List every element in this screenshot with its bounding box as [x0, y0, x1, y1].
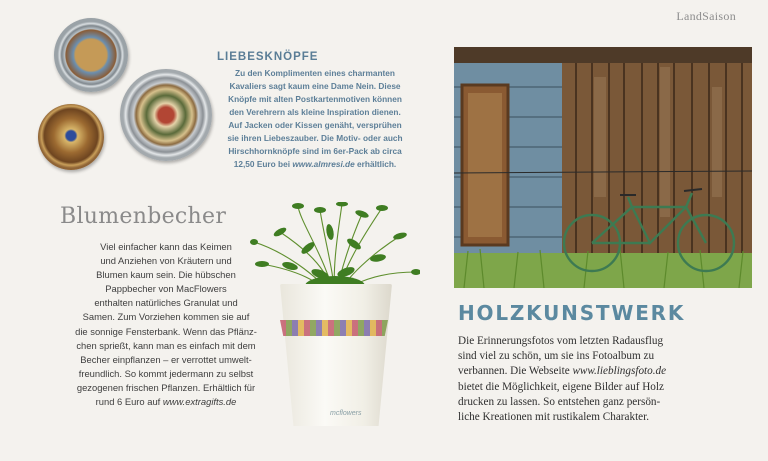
cup-flower-band — [280, 320, 388, 336]
liebesknoepfe-line: den Verehrern als kleine Inspiration dienen. — [229, 107, 401, 117]
almresi-link[interactable]: www.almresi.de — [292, 159, 355, 169]
liebesknoepfe-body — [215, 67, 415, 171]
blumenbecher-line: Becher einpflanzen – er verrottet umwelt- — [80, 353, 252, 365]
blumenbecher-body — [60, 240, 272, 409]
blumenbecher-line: gezogenen frischen Pflanzen. Erhältlich für — [76, 381, 256, 393]
blumenbecher-line — [60, 395, 272, 409]
barn-bicycle-photo — [454, 47, 752, 288]
liebesknoepfe-line: sie ihren Liebeszauber. Die Motiv- oder auch — [227, 133, 403, 143]
blumenbecher-line: Samen. Zum Vorziehen kommen sie auf — [82, 311, 250, 323]
blumenbecher-line: und Anziehen von Kräutern und — [100, 255, 232, 267]
holzkunstwerk-line: liche Kreationen mit rustikalem Charakter. — [458, 411, 650, 424]
holzkunstwerk-line — [458, 364, 748, 379]
blumenbecher-line: Blumen kaum sein. Die hübschen — [96, 269, 236, 281]
liebesknoepfe-line — [215, 158, 415, 171]
blumenbecher-line: enthalten natürliches Granulat und — [94, 297, 238, 309]
barn-bicycle-image — [454, 47, 752, 288]
holzkunstwerk-body — [458, 334, 748, 425]
liebesknoepfe-line: Hirschhornknöpfe sind im 6er-Pack ab circa — [228, 146, 402, 156]
blumenbecher-line: chen sprießt, kann man es einfach mit dem — [76, 339, 256, 351]
holzkunstwerk-text: verbannen. Die Webseite — [458, 365, 573, 378]
blumenbecher-title: Blumenbecher — [60, 204, 227, 229]
blumenbecher-price-text: rund 6 Euro auf — [95, 396, 163, 408]
postcard-button-image-large — [120, 69, 212, 161]
liebesknoepfe-article — [215, 51, 415, 171]
blumenbecher-line: Pappbecher von MacFlowers — [105, 283, 227, 295]
liebesknoepfe-end-text: erhältlich. — [354, 159, 397, 169]
liebesknoepfe-line: Knöpfe mit alten Postkartenmotiven können — [228, 94, 402, 104]
magazine-brand: LandSaison — [676, 9, 736, 23]
lieblingsfoto-link[interactable]: www.lieblingsfoto.de — [572, 365, 667, 378]
extragifts-link[interactable]: www.extragifts.de — [162, 396, 237, 408]
blumenbecher-line: freundlich. So kommt jedermann zu selbst — [78, 367, 254, 379]
blumenbecher-line: die sonnige Fensterbank. Wenn das Pflänz- — [75, 325, 257, 337]
buttons-photo — [38, 12, 218, 172]
paper-cup — [280, 284, 392, 426]
horn-button-image — [38, 104, 104, 170]
blumenbecher-line: Viel einfacher kann das Keimen — [100, 241, 232, 252]
cup-brand-label: mcflowers — [330, 410, 362, 417]
holzkunstwerk-title: HOLZKUNSTWERK — [458, 301, 686, 325]
liebesknoepfe-line: Kavaliers sagt kaum eine Dame Nein. Diese — [229, 81, 401, 91]
liebesknoepfe-price-text: 12,50 Euro bei — [233, 159, 293, 169]
holzkunstwerk-line: sind viel zu schön, um sie ins Fotoalbum zu — [458, 350, 655, 363]
postcard-button-image — [54, 18, 128, 92]
liebesknoepfe-line: Zu den Komplimenten eines charmanten — [235, 68, 395, 78]
liebesknoepfe-title: LIEBESKNÖPFE — [217, 51, 319, 63]
sprout-cup-photo — [244, 202, 424, 434]
holzkunstwerk-line: bietet die Möglichkeit, eigene Bilder auf Holz — [458, 380, 664, 393]
liebesknoepfe-line: Auf Jacken oder Kissen genäht, versprühen — [228, 120, 402, 130]
holzkunstwerk-line: Die Erinnerungsfotos vom letzten Radausflug — [458, 335, 664, 347]
holzkunstwerk-line: drucken zu lassen. So entstehen ganz persön- — [458, 395, 661, 408]
